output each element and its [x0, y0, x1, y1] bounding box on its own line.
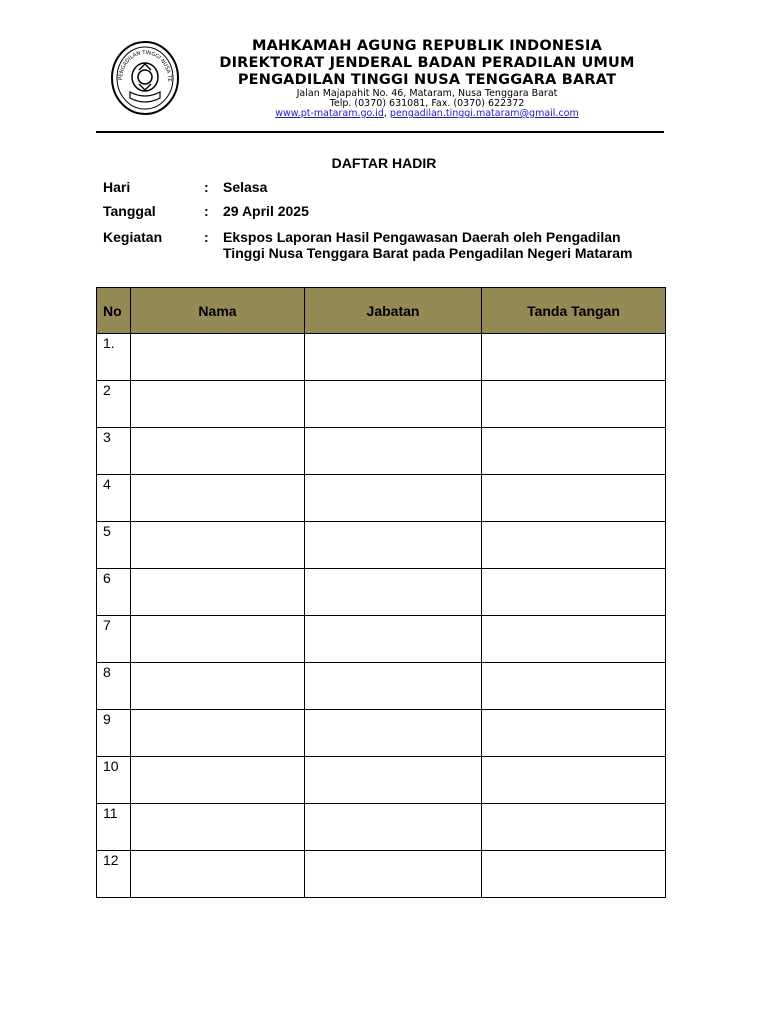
- institution-line-1: MAHKAMAH AGUNG REPUBLIK INDONESIA: [251, 38, 603, 54]
- jabatan-cell[interactable]: [305, 428, 482, 475]
- jabatan-cell[interactable]: [305, 757, 482, 804]
- address-line: Jalan Majapahit No. 46, Mataram, Nusa Tenggara Barat: [296, 88, 558, 99]
- signature-cell[interactable]: [482, 757, 666, 804]
- row-number: 10: [97, 757, 131, 804]
- row-number: 3: [97, 428, 131, 475]
- row-number: 4: [97, 475, 131, 522]
- header-tanda-tangan: Tanda Tangan: [482, 288, 666, 334]
- contact-line: [190, 109, 664, 119]
- row-number: 7: [97, 616, 131, 663]
- letterhead-rule: [96, 131, 664, 133]
- contact-separator: ,: [383, 108, 390, 119]
- jabatan-cell[interactable]: [305, 475, 482, 522]
- institution-line-2: DIREKTORAT JENDERAL BADAN PERADILAN UMUM: [219, 55, 635, 71]
- table-row: [97, 428, 666, 475]
- nama-cell[interactable]: [131, 616, 305, 663]
- jabatan-cell[interactable]: [305, 804, 482, 851]
- jabatan-cell[interactable]: [305, 334, 482, 381]
- tanggal-value: 29 April 2025: [223, 203, 309, 219]
- nama-cell[interactable]: [131, 804, 305, 851]
- attendance-table: [96, 287, 666, 898]
- nama-cell[interactable]: [131, 428, 305, 475]
- letterhead: [190, 38, 664, 119]
- signature-cell[interactable]: [482, 616, 666, 663]
- table-row: [97, 569, 666, 616]
- email-link[interactable]: pengadilan.tinggi.mataram@gmail.com: [389, 108, 579, 119]
- nama-cell[interactable]: [131, 381, 305, 428]
- table-header-row: [97, 288, 666, 334]
- table-row: [97, 381, 666, 428]
- signature-cell[interactable]: [482, 710, 666, 757]
- signature-cell[interactable]: [482, 475, 666, 522]
- table-row: [97, 851, 666, 898]
- document-title: DAFTAR HADIR: [331, 155, 437, 171]
- nama-cell[interactable]: [131, 475, 305, 522]
- tanggal-colon: :: [204, 203, 209, 219]
- header-jabatan: Jabatan: [305, 288, 482, 334]
- table-row: [97, 475, 666, 522]
- jabatan-cell[interactable]: [305, 569, 482, 616]
- signature-cell[interactable]: [482, 851, 666, 898]
- jabatan-cell[interactable]: [305, 851, 482, 898]
- tanggal-label: Tanggal: [103, 203, 156, 219]
- jabatan-cell[interactable]: [305, 616, 482, 663]
- row-number: 12: [97, 851, 131, 898]
- website-link[interactable]: www.pt-mataram.go.id: [275, 108, 384, 119]
- table-row: [97, 522, 666, 569]
- signature-cell[interactable]: [482, 522, 666, 569]
- jabatan-cell[interactable]: [305, 663, 482, 710]
- court-logo: [110, 40, 180, 116]
- kegiatan-value-line-1: Ekspos Laporan Hasil Pengawasan Daerah oleh Pengadilan: [223, 229, 621, 245]
- header-nama: Nama: [131, 288, 305, 334]
- signature-cell[interactable]: [482, 381, 666, 428]
- table-row: [97, 663, 666, 710]
- nama-cell[interactable]: [131, 663, 305, 710]
- signature-cell[interactable]: [482, 804, 666, 851]
- kegiatan-colon: :: [204, 229, 209, 245]
- row-number: 5: [97, 522, 131, 569]
- nama-cell[interactable]: [131, 522, 305, 569]
- institution-line-3: PENGADILAN TINGGI NUSA TENGGARA BARAT: [237, 72, 617, 88]
- kegiatan-label: Kegiatan: [103, 229, 163, 245]
- table-row: [97, 616, 666, 663]
- hari-colon: :: [204, 179, 209, 195]
- table-row: [97, 710, 666, 757]
- table-row: [97, 757, 666, 804]
- nama-cell[interactable]: [131, 569, 305, 616]
- signature-cell[interactable]: [482, 428, 666, 475]
- nama-cell[interactable]: [131, 334, 305, 381]
- header-no: No: [97, 288, 131, 334]
- kegiatan-value-line-2: Tinggi Nusa Tenggara Barat pada Pengadilan Negeri Mataram: [223, 245, 633, 261]
- nama-cell[interactable]: [131, 710, 305, 757]
- table-row: [97, 334, 666, 381]
- nama-cell[interactable]: [131, 851, 305, 898]
- hari-value: Selasa: [223, 179, 268, 195]
- phone-line: Telp. (0370) 631081, Fax. (0370) 622372: [329, 98, 525, 109]
- logo-arc-text: PENGADILAN TINGGI NUSA TE: [117, 49, 173, 82]
- signature-cell[interactable]: [482, 663, 666, 710]
- signature-cell[interactable]: [482, 334, 666, 381]
- table-row: [97, 804, 666, 851]
- jabatan-cell[interactable]: [305, 710, 482, 757]
- row-number: 1.: [97, 334, 131, 381]
- row-number: 6: [97, 569, 131, 616]
- row-number: 8: [97, 663, 131, 710]
- row-number: 11: [97, 804, 131, 851]
- row-number: 9: [97, 710, 131, 757]
- row-number: 2: [97, 381, 131, 428]
- jabatan-cell[interactable]: [305, 522, 482, 569]
- signature-cell[interactable]: [482, 569, 666, 616]
- nama-cell[interactable]: [131, 757, 305, 804]
- hari-label: Hari: [103, 179, 131, 195]
- jabatan-cell[interactable]: [305, 381, 482, 428]
- kegiatan-value: [223, 229, 683, 261]
